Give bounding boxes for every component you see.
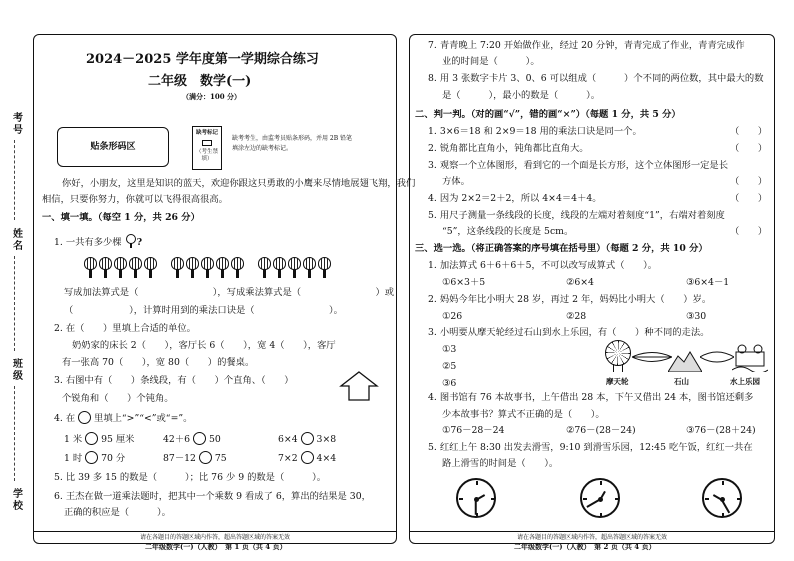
q2-line: 奶奶家的床长 2（ ），客厅长 6（ ），宽 4（ ），客厅 — [72, 340, 336, 351]
tree-icon — [99, 257, 112, 279]
q4-item: 42＋6 50 — [163, 434, 221, 445]
choice-5: 5. 红红上午 8:30 出发去滑雪，9:10 到滑雪乐园，12:45 吃午饭，红红一共在 — [428, 442, 753, 453]
choice-option[interactable]: ②28 — [566, 311, 587, 322]
q1-text: 1. 一共有多少棵 ? — [54, 234, 142, 249]
choice-4: 4. 图书馆有 76 本故事书，上午借出 28 本，下午又借出 24 本，图书馆还剩多 — [428, 392, 754, 403]
choice-option[interactable]: ②6×4 — [566, 277, 594, 288]
judge-1: 1. 3×6＝18 和 2×9＝18 用的乘法口诀是同一个。 — [428, 126, 642, 137]
judge-3: 3. 观察一个立体图形，看到它的一个面是长方形，这个立体图形一定是长 — [428, 160, 729, 171]
route-paths — [700, 350, 734, 364]
judge-answer-box[interactable]: （ ） — [730, 143, 768, 154]
q2-line: 有一张高 70（ ），宽 80（ ）的餐桌。 — [62, 357, 255, 368]
tree-icon — [144, 257, 157, 279]
absent-mark-label: 缺考标记 — [195, 130, 218, 136]
clock-icon — [580, 478, 620, 518]
exam-number-label: 考号 — [10, 112, 22, 136]
choice-option[interactable]: ③6 — [442, 378, 457, 389]
q5-text: 5. 比 39 多 15 的数是（ ）；比 76 少 9 的数是（ ）。 — [54, 472, 327, 483]
q4-item: 1 时 70 分 — [64, 453, 126, 464]
absent-mark-sub: （考生禁填） — [195, 148, 218, 162]
q6-line: 正确的积应是（ ）。 — [64, 507, 171, 518]
exam-title: 2024－2025 学年度第一学期综合练习 — [86, 52, 319, 67]
barcode-area: 贴条形码区 — [57, 127, 169, 167]
intro-text: 你好，小朋友，这里是知识的蓝天，欢迎你跟这只勇敢的小鹰来尽情地展翅飞翔，我们 — [62, 178, 416, 189]
choice-1: 1. 加法算式 6＋6＋6＋5，不可以改写成算式（ ）。 — [428, 260, 658, 271]
place-label: 石山 — [674, 377, 689, 386]
place-label: 水上乐园 — [730, 377, 760, 386]
tree-icon — [318, 257, 331, 279]
q1-answer-line: 写成加法算式是（ ），写成乘法算式是（ ）或 — [64, 287, 395, 298]
q4-item: 1 米 95 厘米 — [64, 434, 135, 445]
tree-icon — [216, 257, 229, 279]
page-number: 二年级数学(一)（人教） 第 2 页（共 4 页） — [514, 542, 656, 551]
tree-row — [84, 257, 331, 279]
absent-checkbox[interactable] — [202, 140, 212, 146]
clock-icon — [702, 478, 742, 518]
q4-item: 7×2 4×4 — [278, 453, 337, 464]
q2-text: 2. 在（ ）里填上合适的单位。 — [54, 323, 196, 334]
judge-3-line: 方体。 — [442, 176, 470, 187]
compare-circle[interactable] — [193, 432, 206, 445]
compare-circle[interactable] — [301, 432, 314, 445]
q3-line: 个锐角和（ ）个钝角。 — [62, 393, 174, 404]
route-paths — [632, 350, 672, 364]
judge-5-line: “5”，这条线段的长度是 5cm。 — [442, 226, 574, 237]
choice-option[interactable]: ①6×3＋5 — [442, 277, 486, 288]
section-3-heading: 三、选一选。（将正确答案的序号填在括号里）（每题 2 分，共 10 分） — [415, 243, 708, 254]
water-park-icon — [732, 342, 768, 372]
absent-note-line: 填涂左边的缺考标记。 — [232, 144, 293, 152]
q7-line: 业的时间是（ ）。 — [442, 56, 540, 67]
tree-icon — [231, 257, 244, 279]
class-label: 班级 — [10, 358, 22, 382]
choice-5-line: 路上滑雪的时间是（ ）。 — [442, 458, 559, 469]
tree-icon — [288, 257, 301, 279]
judge-answer-box[interactable]: （ ） — [730, 193, 768, 204]
arrow-shape-figure — [339, 370, 379, 402]
absent-mark-box — [192, 126, 222, 170]
tree-icon — [303, 257, 316, 279]
q6-text: 6. 王杰在做一道乘法题时，把其中一个乘数 9 看成了 6，算出的结果是 30， — [54, 491, 371, 502]
circle-blank-icon — [78, 411, 91, 424]
tree-icon — [273, 257, 286, 279]
judge-answer-box[interactable]: （ ） — [730, 226, 768, 237]
compare-circle[interactable] — [85, 432, 98, 445]
page-footer: 请在各题目的答题区域内作答，超出答题区域的答案无效 — [410, 531, 774, 543]
judge-2: 2. 锐角都比直角小，钝角都比直角大。 — [428, 143, 589, 154]
q4-text: 4. 在 里填上“>”“<”或“=”。 — [54, 413, 193, 424]
choice-option[interactable]: ③30 — [686, 311, 707, 322]
binding-sidebar — [0, 0, 30, 561]
choice-3: 3. 小明要从摩天轮经过石山到水上乐园，有（ ）种不同的走法。 — [428, 327, 710, 338]
absent-note-line: 缺考考生，由监考员贴条形码，并用 2B 铅笔 — [232, 135, 353, 142]
page-footer: 请在各题目的答题区域内作答，超出答题区域的答案无效 — [34, 531, 396, 543]
compare-circle[interactable] — [199, 451, 212, 464]
place-label: 摩天轮 — [606, 377, 629, 386]
q8-line: 是（ ），最小的数是（ ）。 — [442, 90, 601, 101]
section-2-heading: 二、判一判。（对的画“√”，错的画“×”）（每题 1 分，共 5 分） — [415, 109, 681, 120]
tree-icon — [258, 257, 271, 279]
choice-option[interactable]: ②5 — [442, 361, 457, 372]
judge-answer-box[interactable]: （ ） — [730, 176, 768, 187]
score-note: （满分：100 分） — [182, 92, 242, 101]
choice-option[interactable]: ②76－(28－24) — [566, 425, 636, 436]
intro-text: 相信，只要你努力，你就可以飞得很高很高。 — [42, 194, 228, 205]
choice-option[interactable]: ①76－28－24 — [442, 425, 505, 436]
q8-text: 8. 用 3 张数字卡片 3、0、6 可以组成（ ）个不同的两位数，其中最大的数 — [428, 73, 764, 84]
choice-option[interactable]: ①3 — [442, 344, 457, 355]
q4-item: 87－12 75 — [163, 453, 227, 464]
clock-icon — [456, 478, 496, 518]
choice-option[interactable]: ③76－(28＋24) — [686, 425, 756, 436]
choice-option[interactable]: ①26 — [442, 311, 463, 322]
judge-5: 5. 用尺子测量一条线段的长度，线段的左端对着刻度“1”，右端对着刻度 — [428, 210, 725, 221]
q1-prompt: 1. 一共有多少棵 — [54, 237, 122, 248]
q4-item: 6×4 3×8 — [278, 434, 337, 445]
tree-icon — [125, 234, 137, 248]
absent-note — [232, 134, 382, 153]
school-label: 学校 — [10, 488, 22, 512]
name-label: 姓名 — [10, 228, 22, 252]
tree-icon — [171, 257, 184, 279]
q3-text: 3. 右图中有（ ）条线段，有（ ）个直角、（ ） — [54, 375, 294, 386]
section-1-heading: 一、填一填。（每空 1 分，共 26 分） — [42, 212, 200, 223]
choice-option[interactable]: ③6×4－1 — [686, 277, 730, 288]
compare-circle[interactable] — [301, 451, 314, 464]
page-number: 二年级数学(一)（人教） 第 1 页（共 4 页） — [145, 542, 287, 551]
divider — [14, 140, 15, 220]
exam-subtitle: 二年级 数学(一) — [148, 74, 252, 89]
judge-4: 4. 因为 2×2＝2＋2，所以 4×4＝4＋4。 — [428, 193, 602, 204]
tree-icon — [114, 257, 127, 279]
tree-icon — [84, 257, 97, 279]
q7-text: 7. 青青晚上 7:20 开始做作业，经过 20 分钟，青青完成了作业，青青完成作 — [428, 40, 745, 51]
choice-4-line: 少本故事书？算式不正确的是（ ）。 — [442, 409, 605, 420]
rock-mountain-icon — [668, 350, 702, 372]
ferris-wheel-icon — [605, 340, 631, 372]
divider — [14, 256, 15, 351]
tree-icon — [201, 257, 214, 279]
judge-answer-box[interactable]: （ ） — [730, 126, 768, 137]
tree-icon — [186, 257, 199, 279]
choice-2: 2. 妈妈今年比小明大 28 岁，再过 2 年，妈妈比小明大（ ）岁。 — [428, 294, 712, 305]
tree-icon — [129, 257, 142, 279]
q1-answer-line: （ ），计算时用到的乘法口诀是（ ）。 — [64, 305, 343, 316]
compare-circle[interactable] — [85, 451, 98, 464]
divider — [14, 386, 15, 481]
